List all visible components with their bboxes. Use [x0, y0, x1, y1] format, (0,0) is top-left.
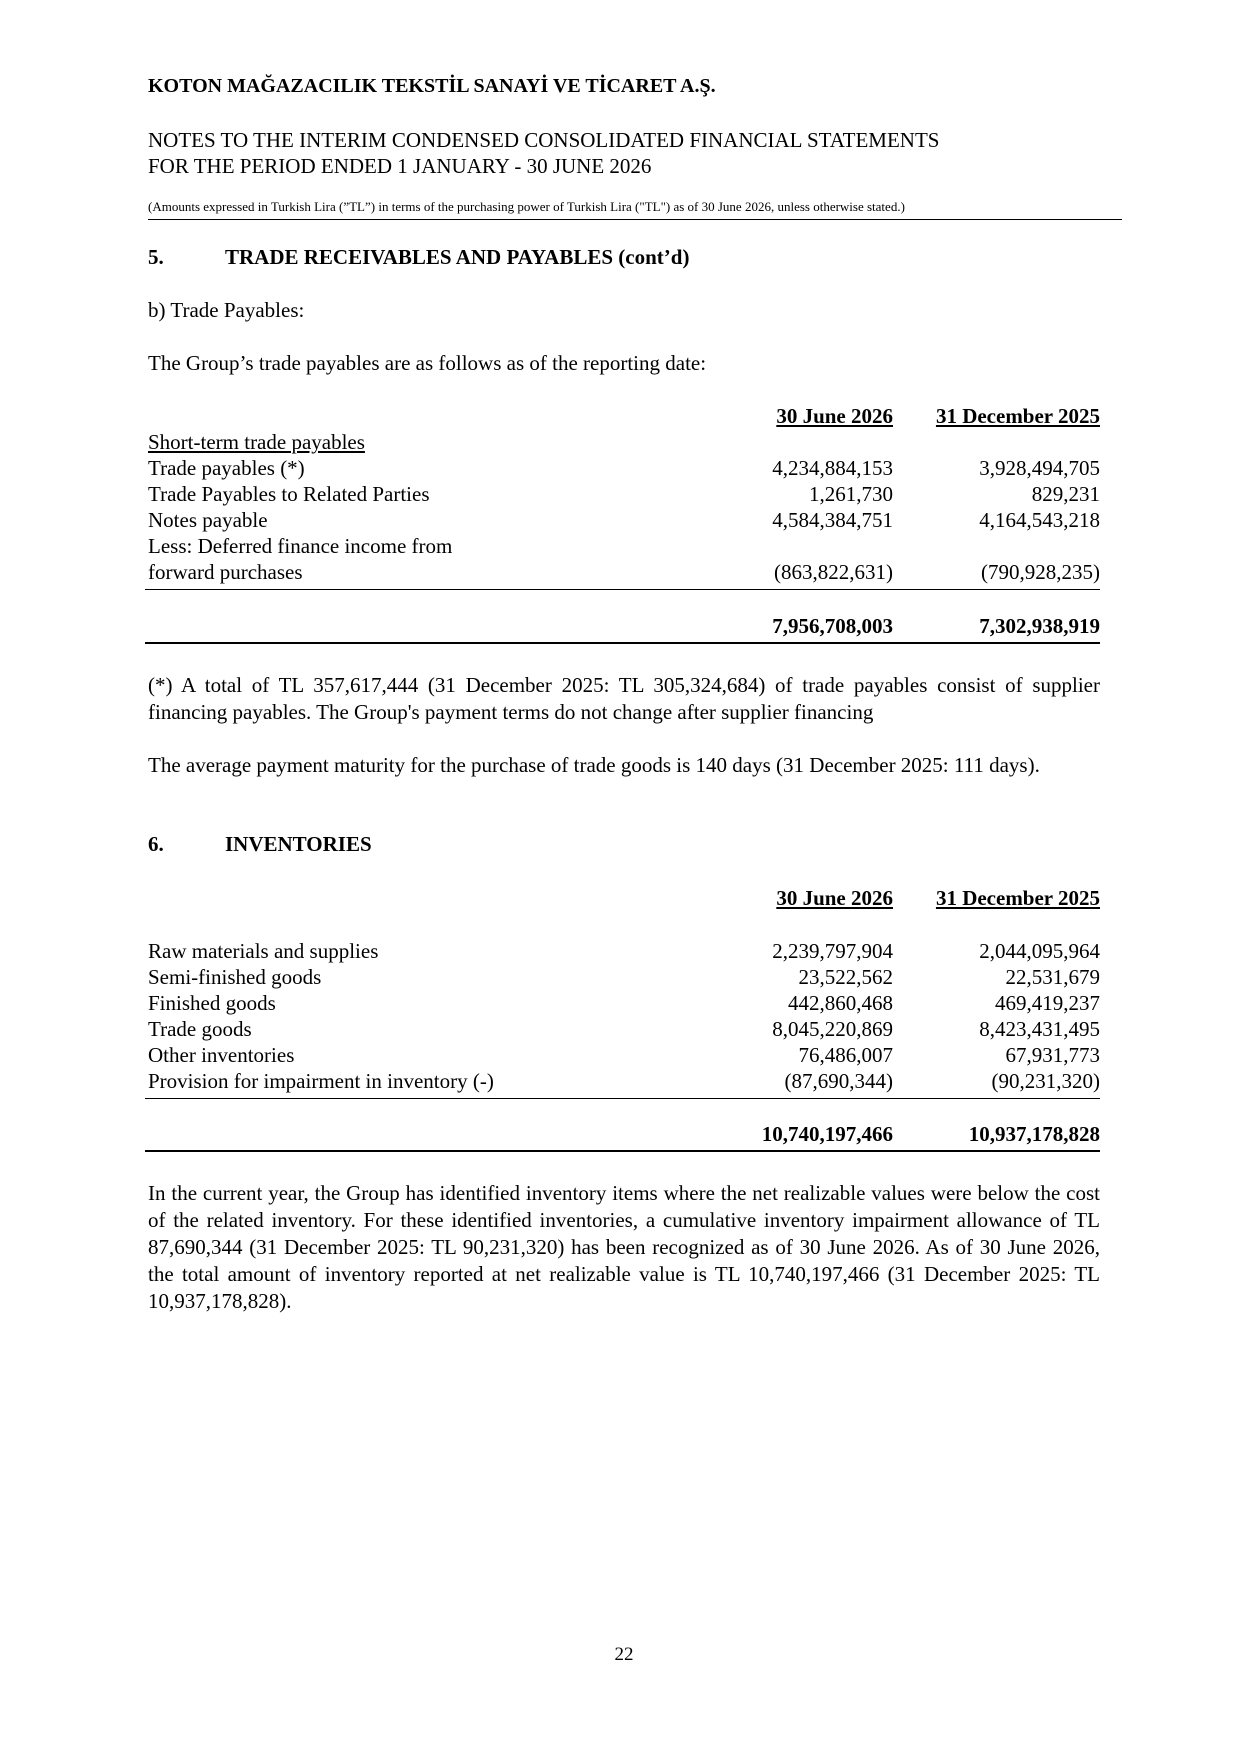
row-value-2026: 442,860,468	[788, 991, 893, 1015]
amounts-note: (Amounts expressed in Turkish Lira (”TL”) in terms of the purchasing power of Turkish Lira ("TL") as of 30 June 2026, unless otherwise stated.)	[148, 199, 905, 214]
payment-maturity-paragraph: The average payment maturity for the purchase of trade goods is 140 days (31 December 2025: 111 days).	[148, 753, 1040, 777]
table-total-rule	[145, 1150, 1100, 1152]
supplier-financing-footnote: (*) A total of TL 357,617,444 (31 December 2025: TL 305,324,684) of trade payables consist of supplier financing payables. The Group's payment terms do not change after supplier financing	[148, 673, 1100, 724]
table-row	[148, 534, 1100, 560]
table-row	[148, 1043, 1100, 1069]
row-label: Raw materials and supplies	[148, 939, 379, 963]
table-group-label-row	[148, 430, 1100, 456]
row-value-2025: 4,164,543,218	[979, 508, 1100, 532]
section-5-number: 5.	[148, 245, 164, 269]
column-header-31-december-2025: 31 December 2025	[935, 886, 1100, 910]
column-header-30-june-2026: 30 June 2026	[776, 886, 893, 910]
row-label: Trade Payables to Related Parties	[148, 482, 430, 506]
row-value-2025: 8,423,431,495	[979, 1017, 1100, 1041]
row-label: Other inventories	[148, 1043, 295, 1067]
row-label: forward purchases	[148, 560, 303, 584]
trade-payables-intro: The Group’s trade payables are as follows as of the reporting date:	[148, 351, 707, 375]
short-term-trade-payables-label: Short-term trade payables	[148, 430, 365, 454]
row-value-2025: 829,231	[1031, 482, 1100, 506]
row-value-2025: 67,931,773	[1005, 1043, 1100, 1067]
table-row	[148, 508, 1100, 534]
row-label: Notes payable	[148, 508, 268, 532]
document-title-line2: FOR THE PERIOD ENDED 1 JANUARY - 30 JUNE 2026	[148, 154, 652, 178]
table-row	[148, 1017, 1100, 1043]
table-header-row	[148, 886, 1100, 912]
section-6-heading	[148, 832, 372, 857]
row-value-2026: 2,239,797,904	[772, 939, 893, 963]
header-divider	[148, 219, 1122, 220]
row-value-2025: (790,928,235)	[981, 560, 1100, 584]
column-header-31-december-2025: 31 December 2025	[935, 404, 1100, 428]
inventory-impairment-paragraph: In the current year, the Group has identified inventory items where the net realizable values were below the cost of the related inventory. For these identified inventories, a cumulative inventory impairment allowance of TL 87,690,344 (31 December 2025: TL 90,231,320) has been recognized as of 30 June 2026. As of 30 June 2026, the total amount of inventory reported at net realizable value is TL 10,740,197,466 (31 December 2025: TL 10,937,178,828).	[148, 1181, 1100, 1313]
row-label: Trade goods	[148, 1017, 252, 1041]
row-value-2026: 23,522,562	[798, 965, 893, 989]
row-value-2026: 4,584,384,751	[772, 508, 893, 532]
table-subtotal-rule	[145, 1098, 1100, 1099]
section-5-title: TRADE RECEIVABLES AND PAYABLES (cont’d)	[225, 245, 690, 269]
section-5-heading	[148, 245, 689, 270]
document-title-line1: NOTES TO THE INTERIM CONDENSED CONSOLIDATED FINANCIAL STATEMENTS	[148, 128, 940, 152]
row-value-2025: 469,419,237	[995, 991, 1100, 1015]
table-total-row	[148, 614, 1100, 640]
table-row	[148, 482, 1100, 508]
row-label: Less: Deferred finance income from	[148, 534, 453, 558]
table-row	[148, 560, 1100, 586]
table-subtotal-rule	[145, 589, 1100, 590]
table-row	[148, 991, 1100, 1017]
row-value-2025: (90,231,320)	[991, 1069, 1100, 1093]
page-number: 22	[614, 1644, 634, 1665]
row-value-2026: (87,690,344)	[784, 1069, 893, 1093]
row-label: Finished goods	[148, 991, 276, 1015]
section-6-title: INVENTORIES	[225, 832, 372, 856]
row-value-2026: 4,234,884,153	[772, 456, 893, 480]
total-value-2025: 7,302,938,919	[979, 614, 1100, 638]
total-value-2026: 7,956,708,003	[772, 614, 893, 638]
row-value-2025: 22,531,679	[1005, 965, 1100, 989]
table-row	[148, 965, 1100, 991]
table-total-rule	[145, 642, 1100, 644]
row-value-2026: 1,261,730	[809, 482, 893, 506]
row-label: Provision for impairment in inventory (-)	[148, 1069, 494, 1093]
column-header-30-june-2026: 30 June 2026	[776, 404, 893, 428]
document-title	[148, 127, 939, 179]
row-value-2025: 2,044,095,964	[979, 939, 1100, 963]
table-row	[148, 456, 1100, 482]
section-6-number: 6.	[148, 832, 164, 856]
row-label: Semi-finished goods	[148, 965, 322, 989]
row-value-2025: 3,928,494,705	[979, 456, 1100, 480]
total-value-2026: 10,740,197,466	[761, 1122, 893, 1146]
row-label: Trade payables (*)	[148, 456, 305, 480]
company-name: KOTON MAĞAZACILIK TEKSTİL SANAYİ VE TİCARET A.Ş.	[148, 75, 716, 97]
trade-payables-subheading: b) Trade Payables:	[148, 298, 305, 322]
row-value-2026: 76,486,007	[798, 1043, 893, 1067]
table-header-row	[148, 404, 1100, 430]
row-value-2026: 8,045,220,869	[772, 1017, 893, 1041]
table-row	[148, 939, 1100, 965]
table-row	[148, 1069, 1100, 1095]
row-value-2026: (863,822,631)	[774, 560, 893, 584]
total-value-2025: 10,937,178,828	[968, 1122, 1100, 1146]
table-total-row	[148, 1122, 1100, 1148]
